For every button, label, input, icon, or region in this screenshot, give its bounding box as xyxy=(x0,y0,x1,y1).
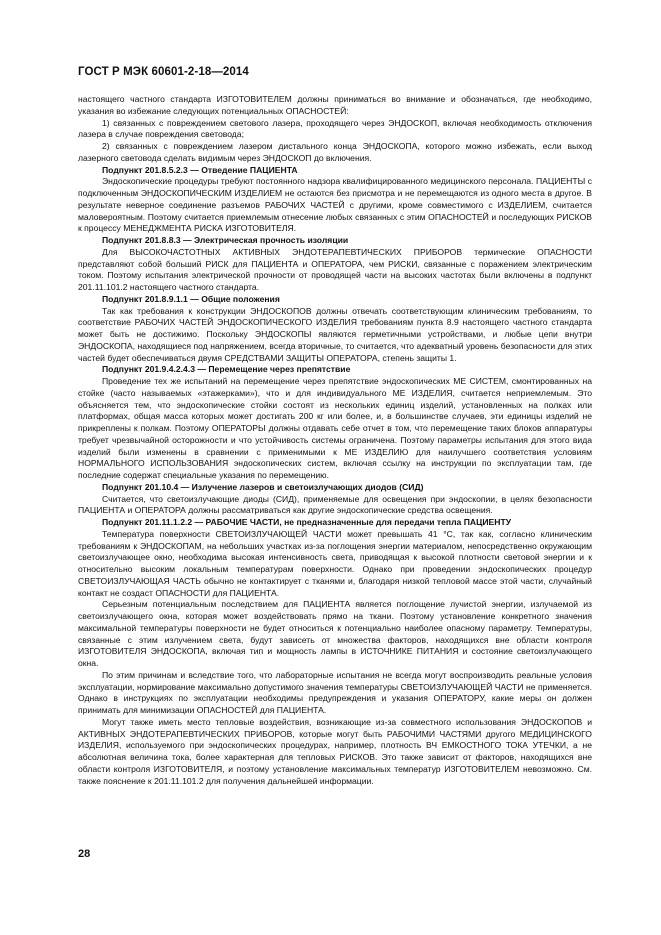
paragraph: Могут также иметь место тепловые воздействия, возникающие из-за совместного использования ЭНДОСКОПОВ и АКТИВНЫХ ЭНДОТЕРАПЕВТИЧЕСКИХ ПРИБОРОВ, которые могут быть РАБОЧИМИ ЧАСТЯМИ другого МЕДИЦИНСКОГО ИЗДЕЛИЯ, используемого при эндоскопических процедурах, например, плотность ВЧ ЕМКОСТНОГО ТОКА УТЕЧКИ, а не абсолютная величина тока, более характерная для тепловых РИСКОВ. Это также зависит от факторов, находящихся вне области контроля ИЗГОТОВИТЕЛЯ, и поэтому установление максимальных температур ИЗГОТОВИТЕЛЕМ невозможно. См. также пояснение к 201.11.101.2 для получения дальнейшей информации. xyxy=(78,716,592,786)
paragraph: Серьезным потенциальным последствием для ПАЦИЕНТА является поглощение лучистой энергии, излучаемой из светоизлучающего окна, которая может воздействовать прямо на ткани. Поэтому установление конкретного значения максимальной температуры поверхности не будет относиться к потенциально наиболее опасному параметру. Температуры, связанные с этим излучением света, будут зависеть от множества факторов, находящихся вне области контроля ИЗГОТОВИТЕЛЯ ЭНДОСКОПА, включая тип и мощность лампы в ИСТОЧНИКЕ ПИТАНИЯ и состояние светоизлучающего окна. xyxy=(78,599,592,668)
section-heading: Подпункт 201.10.4 — Излучение лазеров и светоизлучающих диодов (СИД) xyxy=(102,481,424,492)
paragraph: По этим причинам и вследствие того, что лабораторные испытания не всегда могут воспроизводить реальные условия эксплуатации, нормирование максимально допустимого значения температуры СВЕТОИЗЛУЧАЮЩЕЙ ЧАСТИ не применяется. Однако в инструкциях по эксплуатации необходимы предупреждения и указания ОПЕРАТОРУ, какие меры он должен принимать для минимизации ОПАСНОСТЕЙ для ПАЦИЕНТА. xyxy=(78,669,592,715)
section-heading: Подпункт 201.11.1.2.2 — РАБОЧИЕ ЧАСТИ, не предназначенные для передачи тепла ПАЦИЕНТУ xyxy=(102,517,512,527)
paragraph: 2) связанных с повреждением лазером дистального конца ЭНДОСКОПА, которого можно избежать, если выход лазерного световода сделать видимым через ЭНДОСКОП до включения. xyxy=(78,141,592,163)
paragraph: Эндоскопические процедуры требуют постоянного надзора квалифицированного медицинского персонала. ПАЦИЕНТЫ с подключенным ЭНДОСКОПИЧЕСКИМ ИЗДЕЛИЕМ не остаются без присмотра и не перемещаются из одного места в другое. В результате неверное соединение разъемов РАБОЧИХ ЧАСТЕЙ с другими, кроме совместимого с ИЗДЕЛИЕМ, считается маловероятным. Поэтому считается приемлемым отнесение любых связанных с этим ОПАСНОСТЕЙ и последующих РИСКОВ к процессу МЕНЕДЖМЕНТА РИСКА ИЗГОТОВИТЕЛЯ. xyxy=(78,176,592,234)
paragraph: Так как требования к конструкции ЭНДОСКОПОВ должны отвечать соответствующим клиническим требованиям, то соответствие РАБОЧИХ ЧАСТЕЙ ЭНДОСКОПИЧЕСКОГО ИЗДЕЛИЯ требованиям пункта 8.9 настоящего частного стандарта может быть не достижимо. Поскольку ЭНДОСКОПЫ являются герметичными устройствами, и любые цепи внутри ЭНДОСКОПА, находящиеся под напряжением, всегда вторичные, то считается, что адекватный уровень безопасности для этих частей будет обеспечиваться двумя СРЕДСТВАМИ ЗАЩИТЫ ОПЕРАТОРА, степень защиты 1. xyxy=(78,305,592,363)
paragraph: Считается, что светоизлучающие диоды (СИД), применяемые для освещения при эндоскопии, в целях безопасности ПАЦИЕНТА и ОПЕРАТОРА должны рассматриваться как другие эндоскопические средства освещения. xyxy=(78,493,592,516)
paragraph: 1) связанных с повреждением светового лазера, проходящего через ЭНДОСКОП, включая необходимость отключения лазера в случае повреждения световода; xyxy=(78,117,592,140)
page-header: ГОСТ Р МЭК 60601-2-18—2014 xyxy=(78,66,249,78)
section-heading: Подпункт 201.9.4.2.4.3 — Перемещение через препятствие xyxy=(102,364,351,375)
paragraph: настоящего частного стандарта ИЗГОТОВИТЕЛЕМ должны приниматься во внимание и обозначаться, где необходимо, указания во избежание следующих потенциальных ОПАСНОСТЕЙ: xyxy=(78,94,592,116)
paragraph: Для ВЫСОКОЧАСТОТНЫХ АКТИВНЫХ ЭНДОТЕРАПЕВТИЧЕСКИХ ПРИБОРОВ термические ОПАСНОСТИ представляют собой больший РИСК для ПАЦИЕНТА и ОПЕРАТОРА, чем РИСКИ, связанные с поражением электрическим током. Поэтому испытания электрической прочности от проводящей части на высоких частотах были включены в подпункт 201.11.101.2 настоящего частного стандарта. xyxy=(78,246,592,292)
section-heading: Подпункт 201.8.8.3 — Электрическая прочность изоляции xyxy=(102,235,349,245)
page-number: 28 xyxy=(78,848,91,860)
document-body xyxy=(78,94,592,787)
section-heading: Подпункт 201.8.9.1.1 — Общие положения xyxy=(102,293,280,304)
paragraph: Проведение тех же испытаний на перемещение через препятствие эндоскопических МЕ СИСТЕМ, смонтированных на стойке (часто называемых «этажерками»), что и для индивидуального МЕ ИЗДЕЛИЯ, считается неприемлемым. Это объясняется тем, что эндоскопические стойки состоят из нескольких единиц изделий, установленных на полках или платформах, общая масса которых может достигать 200 кг или более, и, в большинстве случаев, эти единицы изделий не прикреплены к полкам. Поэтому ОПЕРАТОРЫ должны отдавать себе отчет в том, что перемещение таких блоков аппаратуры требует чрезвычайной осторожности и что устойчивость системы ограничена. Поэтому параметры испытания для этого вида изделий были изменены в сравнении с применимыми к МЕ ИЗДЕЛИЮ для наилучшего соответствия условиям НОРМАЛЬНОГО ИСПОЛЬЗОВАНИЯ эндоскопических систем, включая ссылку на инструкции по эксплуатации там, где последние содержат специальные указания по перемещению. xyxy=(78,376,592,480)
section-heading: Подпункт 201.8.5.2.3 — Отведение ПАЦИЕНТА xyxy=(102,164,298,175)
paragraph: Температура поверхности СВЕТОИЗЛУЧАЮЩЕЙ ЧАСТИ может превышать 41 °С, так как, согласно клиническим требованиям к ЭНДОСКОПАМ, на небольших участках из-за поглощения энергии материалом, непосредственно окружающим светоизлучающее окно, необходима высокая интенсивность света, приводящая к высокой плотности световой энергии и к относительно высоким локальным температурам поверхности. Однако при проведении эндоскопических процедур СВЕТОИЗЛУЧАЮЩАЯ ЧАСТЬ обычно не контактирует с тканями и, благодаря низкой тепловой массе этой части, случайный контакт не создаст ОПАСНОСТИ для ПАЦИЕНТА. xyxy=(78,528,592,598)
